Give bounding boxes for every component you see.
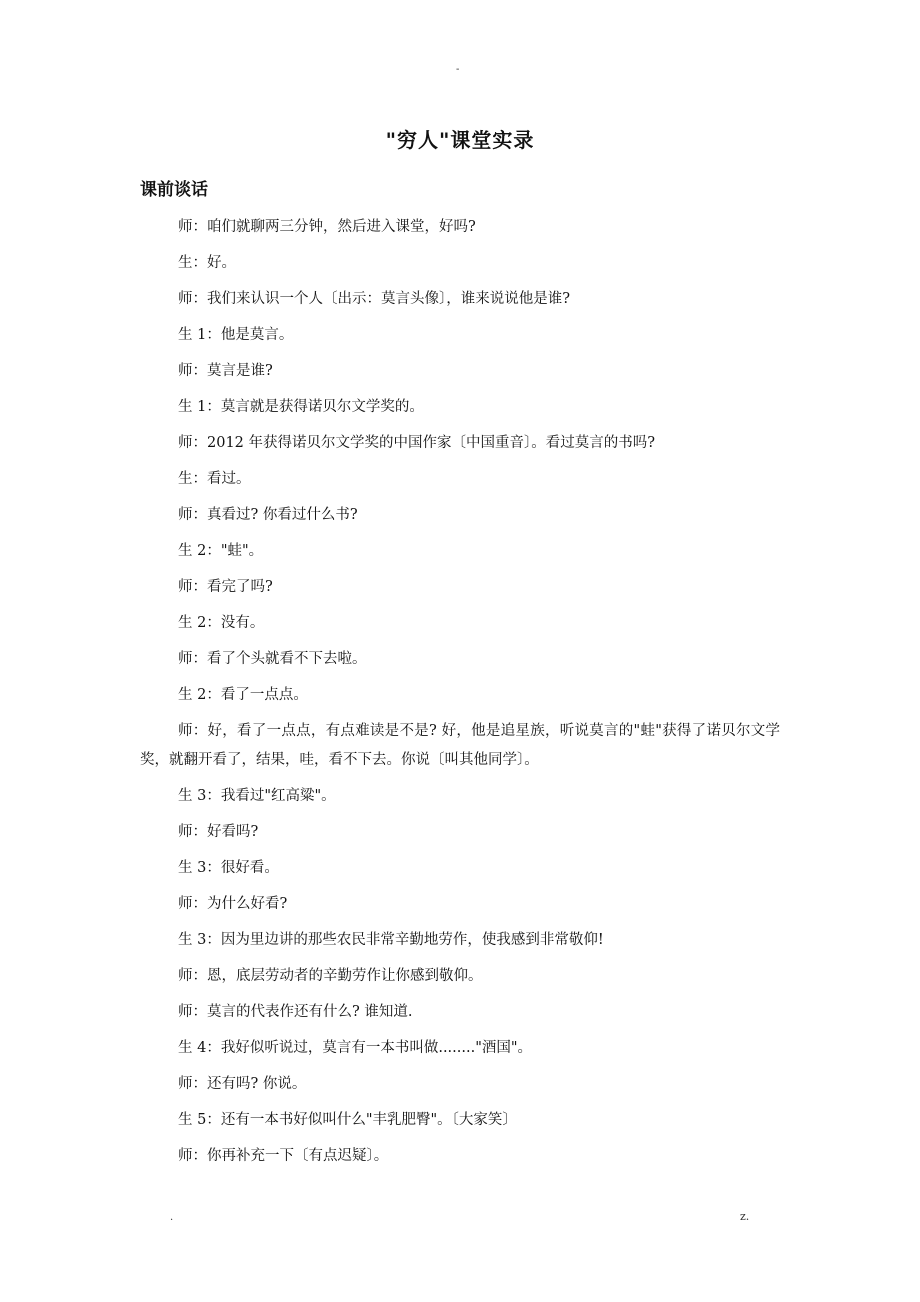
dialogue-line: 生：看过。 <box>178 471 251 487</box>
dialogue-line: 师：真看过? 你看过什么书? <box>178 507 358 523</box>
dialogue-line: 生 2："蛙"。 <box>178 543 264 559</box>
dialogue-line: 生：好。 <box>178 255 236 271</box>
dialogue-line: 生 2：没有。 <box>178 615 265 631</box>
dialogue-line: 师：好看吗? <box>178 824 259 840</box>
dialogue-transcript <box>140 213 780 1178</box>
dialogue-line: 师：还有吗? 你说。 <box>178 1076 307 1092</box>
dialogue-line-multiline: 师：好，看了一点点，有点难读是不是? 好，他是追星族，听说莫言的"蛙"获得了诺贝尔文学奖，就翻开看了，结果，哇，看不下去。你说〔叫其他同学〕。 <box>140 723 780 768</box>
dialogue-line: 生 3：很好看。 <box>178 860 279 876</box>
footer-left-mark: . <box>170 1212 174 1223</box>
dialogue-line: 师：恩，底层劳动者的辛勤劳作让你感到敬仰。 <box>178 968 483 984</box>
document-title: "穷人"课堂实录 <box>385 128 535 152</box>
dialogue-line: 生 3：我看过"红高粱"。 <box>178 788 336 804</box>
dialogue-line: 生 1：他是莫言。 <box>178 327 294 343</box>
dialogue-line: 生 4：我好似听说过，莫言有一本书叫做........"酒国"。 <box>178 1040 533 1056</box>
dialogue-line: 生 2：看了一点点。 <box>178 687 308 703</box>
header-mark: - <box>456 64 460 75</box>
section-heading: 课前谈话 <box>140 180 208 200</box>
dialogue-line: 生 3：因为里边讲的那些农民非常辛勤地劳作，使我感到非常敬仰! <box>178 932 604 948</box>
dialogue-line: 生 5：还有一本书好似叫什么"丰乳肥臀"。〔大家笑〕 <box>178 1112 517 1128</box>
dialogue-line: 师：你再补充一下〔有点迟疑〕。 <box>178 1148 389 1164</box>
dialogue-line: 师：为什么好看? <box>178 896 288 912</box>
dialogue-line: 生 1：莫言就是获得诺贝尔文学奖的。 <box>178 399 424 415</box>
dialogue-line: 师：看了个头就看不下去啦。 <box>178 651 367 667</box>
dialogue-line: 师：莫言是谁? <box>178 363 273 379</box>
dialogue-line: 师：我们来认识一个人〔出示：莫言头像〕，谁来说说他是谁? <box>178 291 571 307</box>
dialogue-line: 师：看完了吗? <box>178 579 273 595</box>
dialogue-line: 师：咱们就聊两三分钟，然后进入课堂，好吗? <box>178 219 476 235</box>
dialogue-line: 师：莫言的代表作还有什么? 谁知道. <box>178 1004 413 1020</box>
footer-right-mark: z. <box>740 1210 750 1223</box>
dialogue-line: 师：2012 年获得诺贝尔文学奖的中国作家〔中国重音〕。看过莫言的书吗? <box>178 435 656 451</box>
